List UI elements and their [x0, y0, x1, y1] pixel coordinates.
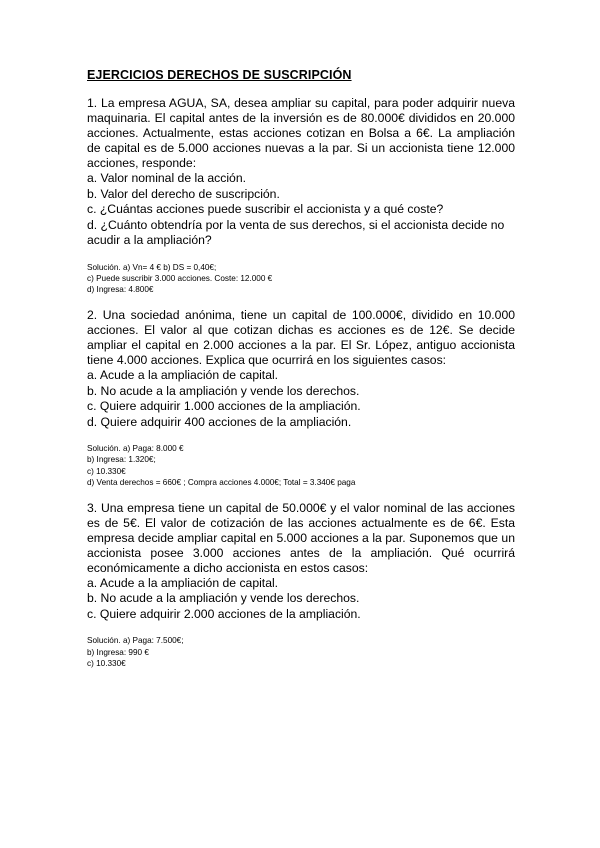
- solution-line: c) Puede suscribir 3.000 acciones. Coste: 12.000 €: [87, 273, 273, 283]
- exercise-option: a. Acude a la ampliación de capital.: [87, 368, 279, 383]
- exercise-option: d. Quiere adquirir 400 acciones de la ampliación.: [87, 414, 352, 429]
- exercise-statement: 3. Una empresa tiene un capital de 50.000€ y el valor nominal de las acciones es de 5€. El valor de cotización de las acciones actualmente es de 6€. Esta empresa decide ampliar capital en 5.000 acciones a la par. Suponemos que un accionista posee 3.000 acciones antes de la ampliación. Qué ocurrirá económicamente a dicho accionista en estos casos:: [87, 500, 515, 575]
- exercise-option: c. Quiere adquirir 1.000 acciones de la ampliación.: [87, 399, 361, 414]
- exercise-statement: 2. Una sociedad anónima, tiene un capital de 100.000€, dividido en 10.000 acciones. El valor al que cotizan dichas es acciones es de 12€. Se decide ampliar el capital en 2.000 acciones a la par. El Sr. López, antiguo accionista tiene 4.000 acciones. Explica que ocurrirá en los siguientes casos:: [87, 308, 515, 368]
- exercise-option: a. Acude a la ampliación de capital.: [87, 575, 279, 590]
- exercise-3: [87, 501, 515, 669]
- exercise-option: a. Valor nominal de la acción.: [87, 171, 246, 185]
- solution-line: b) Ingresa: 990 €: [87, 647, 149, 657]
- solution-line: d) Venta derechos = 660€ ; Compra acciones 4.000€; Total = 3.340€ paga: [87, 477, 356, 487]
- exercise-1: [87, 96, 515, 295]
- exercise-option: c. ¿Cuántas acciones puede suscribir el accionista y a qué coste?: [87, 202, 444, 216]
- solution-line: Solución. a) Paga: 8.000 €: [87, 444, 184, 454]
- solution-block: [87, 635, 515, 669]
- solution-line: c) 10.330€: [87, 466, 126, 476]
- exercise-option: b. No acude a la ampliación y vende los derechos.: [87, 383, 360, 398]
- solution-line: Solución. a) Vn= 4 € b) DS = 0,40€;: [87, 262, 217, 272]
- solution-line: c) 10.330€: [87, 658, 126, 668]
- solution-block: [87, 443, 515, 488]
- exercise-option: b. Valor del derecho de suscripción.: [87, 186, 280, 201]
- page-title: EJERCICIOS DERECHOS DE SUSCRIPCIÓN: [87, 68, 352, 82]
- solution-line: d) Ingresa: 4.800€: [87, 284, 154, 294]
- exercise-option: d. ¿Cuánto obtendría por la venta de sus derechos, si el accionista decide no acudir a la ampliación?: [87, 217, 505, 247]
- exercise-option: c. Quiere adquirir 2.000 acciones de la ampliación.: [87, 606, 361, 621]
- document-content: [87, 68, 515, 682]
- solution-line: b) Ingresa: 1.320€;: [87, 455, 156, 465]
- exercise-statement: 1. La empresa AGUA, SA, desea ampliar su capital, para poder adquirir nueva maquinaria. El capital antes de la inversión es de 80.000€ divididos en 20.000 acciones. Actualmente, estas acciones cotizan en Bolsa a 6€. La ampliación de capital es de 5.000 acciones nuevas a la par. Si un accionista tiene 12.000 acciones, responde:: [87, 96, 515, 170]
- solution-block: [87, 262, 515, 296]
- exercise-2: [87, 308, 515, 488]
- exercise-option: b. No acude a la ampliación y vende los derechos.: [87, 591, 360, 606]
- solution-line: Solución. a) Paga: 7.500€;: [87, 636, 184, 646]
